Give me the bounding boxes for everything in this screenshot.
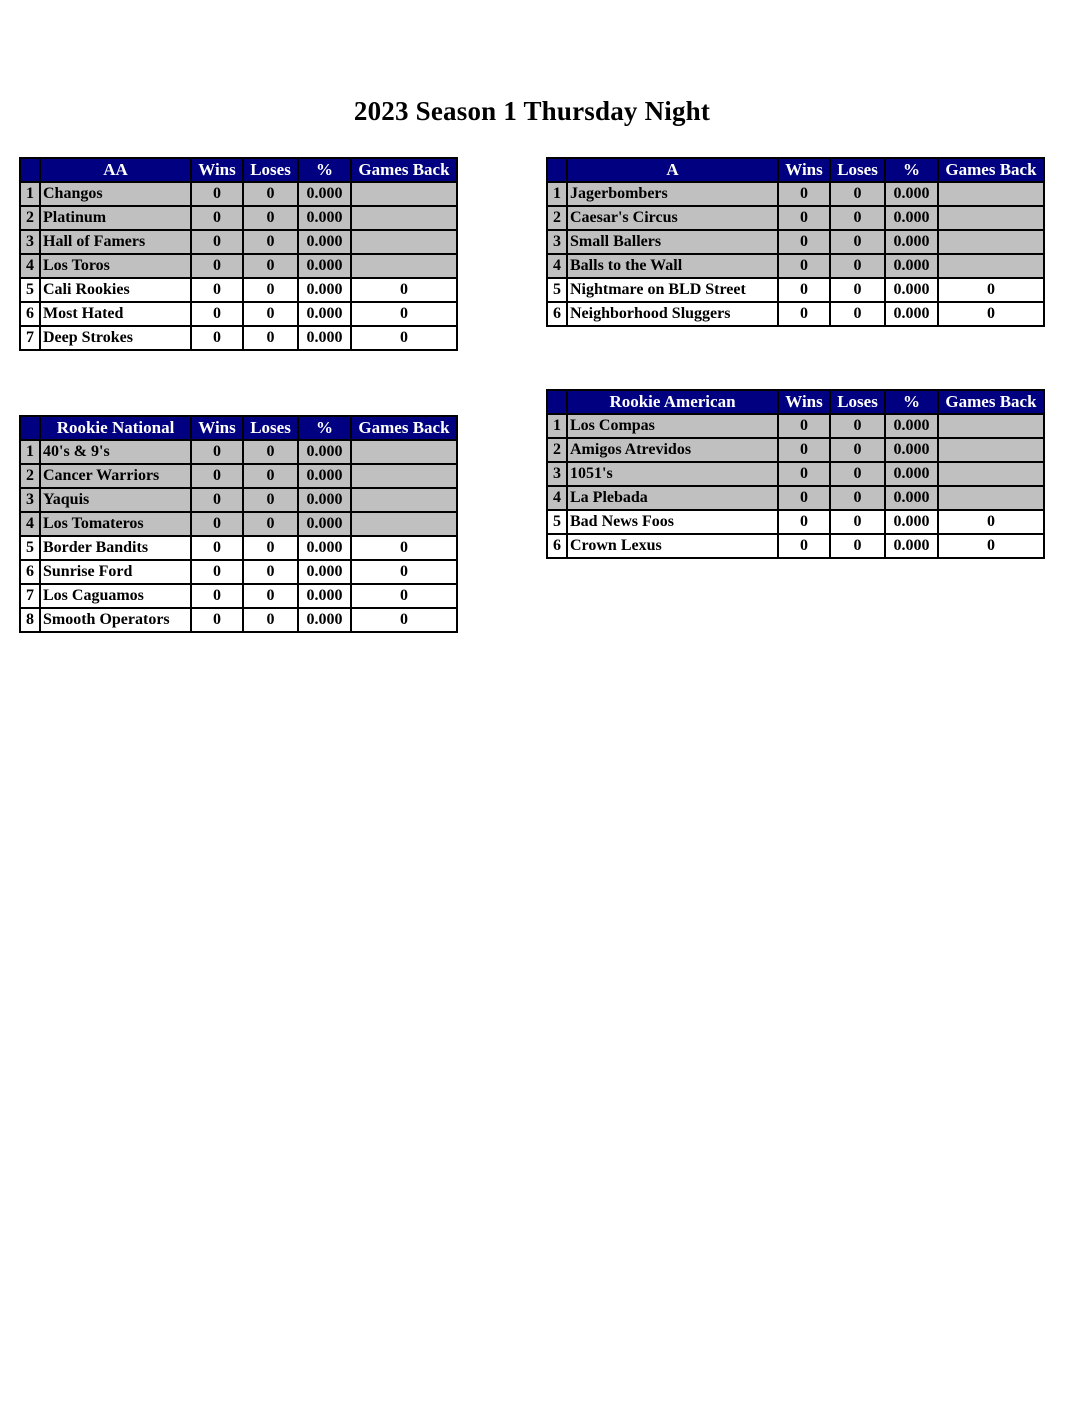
rank-cell: 6 [20,302,40,326]
rank-cell: 1 [20,182,40,206]
loses-cell: 0 [830,462,885,486]
loses-cell: 0 [243,512,298,536]
loses-header: Loses [830,158,885,182]
team-cell: Los Caguamos [40,584,191,608]
rank-cell: 4 [547,486,567,510]
team-cell: La Plebada [567,486,778,510]
team-cell: Hall of Famers [40,230,191,254]
games-back-header: Games Back [938,390,1044,414]
loses-cell: 0 [243,302,298,326]
loses-cell: 0 [243,278,298,302]
pct-header: % [885,158,938,182]
wins-cell: 0 [191,302,243,326]
team-cell: 40's & 9's [40,440,191,464]
page-title: 2023 Season 1 Thursday Night [353,96,711,126]
rank-cell: 2 [20,206,40,230]
games-back-cell [351,182,457,206]
loses-cell: 0 [830,534,885,558]
loses-cell: 0 [243,536,298,560]
rank-cell: 2 [547,438,567,462]
division-name: A [567,158,778,182]
loses-cell: 0 [243,182,298,206]
loses-cell: 0 [830,230,885,254]
pct-header: % [885,390,938,414]
standings-table-aa [19,157,458,351]
wins-cell: 0 [778,438,830,462]
pct-cell: 0.000 [298,488,351,512]
games-back-cell [938,182,1044,206]
loses-cell: 0 [830,510,885,534]
table-row [547,254,1044,278]
team-cell: Neighborhood Sluggers [567,302,778,326]
games-back-cell [938,230,1044,254]
table-row [20,536,457,560]
pct-cell: 0.000 [298,230,351,254]
rank-cell: 6 [20,560,40,584]
rank-cell: 5 [547,278,567,302]
standings-table-rookie-national [19,415,458,633]
wins-cell: 0 [191,278,243,302]
wins-cell: 0 [191,182,243,206]
division-name: Rookie National [40,416,191,440]
games-back-cell [938,438,1044,462]
loses-cell: 0 [243,206,298,230]
loses-cell: 0 [243,230,298,254]
rank-cell: 2 [547,206,567,230]
team-cell: Caesar's Circus [567,206,778,230]
table-row [20,512,457,536]
wins-cell: 0 [778,486,830,510]
loses-cell: 0 [243,560,298,584]
table-header-row [547,390,1044,414]
games-back-header: Games Back [351,416,457,440]
team-cell: Yaquis [40,488,191,512]
pct-cell: 0.000 [298,536,351,560]
wins-cell: 0 [778,254,830,278]
pct-cell: 0.000 [885,182,938,206]
wins-cell: 0 [191,608,243,632]
rank-cell: 4 [547,254,567,278]
team-cell: Nightmare on BLD Street [567,278,778,302]
wins-header: Wins [191,158,243,182]
rank-cell: 7 [20,584,40,608]
rank-cell: 6 [547,302,567,326]
games-back-cell: 0 [938,510,1044,534]
games-back-cell: 0 [938,278,1044,302]
table-header-row [20,416,457,440]
rank-cell: 1 [20,440,40,464]
pct-cell: 0.000 [885,510,938,534]
table-row [547,278,1044,302]
games-back-cell: 0 [938,534,1044,558]
games-back-cell [938,486,1044,510]
table-row [547,438,1044,462]
loses-header: Loses [243,158,298,182]
wins-cell: 0 [191,440,243,464]
games-back-cell: 0 [351,584,457,608]
games-back-cell: 0 [351,608,457,632]
games-back-header: Games Back [351,158,457,182]
wins-cell: 0 [778,278,830,302]
loses-cell: 0 [243,440,298,464]
team-cell: Balls to the Wall [567,254,778,278]
table-row [20,464,457,488]
loses-cell: 0 [830,278,885,302]
table-row [20,560,457,584]
pct-cell: 0.000 [885,462,938,486]
team-cell: Smooth Operators [40,608,191,632]
rank-cell: 5 [20,278,40,302]
loses-cell: 0 [830,254,885,278]
table-row [20,206,457,230]
team-cell: Los Compas [567,414,778,438]
table-row [20,278,457,302]
rank-header [20,158,40,182]
games-back-cell [938,414,1044,438]
pct-cell: 0.000 [885,414,938,438]
loses-header: Loses [243,416,298,440]
loses-cell: 0 [830,486,885,510]
table-row [20,254,457,278]
games-back-cell: 0 [938,302,1044,326]
games-back-cell [938,462,1044,486]
rank-cell: 6 [547,534,567,558]
standings-table-rookie-american [546,389,1045,559]
pct-cell: 0.000 [298,182,351,206]
games-back-cell: 0 [351,536,457,560]
team-cell: Border Bandits [40,536,191,560]
table-row [547,302,1044,326]
wins-cell: 0 [778,534,830,558]
rank-cell: 3 [20,230,40,254]
team-cell: Bad News Foos [567,510,778,534]
wins-cell: 0 [778,230,830,254]
rank-header [547,158,567,182]
rank-cell: 4 [20,254,40,278]
rank-cell: 2 [20,464,40,488]
team-cell: Platinum [40,206,191,230]
games-back-cell [938,206,1044,230]
wins-cell: 0 [778,302,830,326]
division-name: AA [40,158,191,182]
games-back-cell [938,254,1044,278]
rank-cell: 7 [20,326,40,350]
wins-header: Wins [191,416,243,440]
wins-cell: 0 [191,584,243,608]
wins-cell: 0 [778,182,830,206]
games-back-cell: 0 [351,278,457,302]
rank-cell: 5 [20,536,40,560]
wins-cell: 0 [191,488,243,512]
table-row [20,182,457,206]
pct-header: % [298,416,351,440]
team-cell: Cancer Warriors [40,464,191,488]
loses-cell: 0 [830,414,885,438]
wins-cell: 0 [191,512,243,536]
table-row [547,414,1044,438]
games-back-cell [351,488,457,512]
wins-header: Wins [778,390,830,414]
team-cell: Jagerbombers [567,182,778,206]
games-back-cell: 0 [351,560,457,584]
games-back-cell [351,440,457,464]
loses-header: Loses [830,390,885,414]
rank-cell: 3 [547,230,567,254]
table-row [547,206,1044,230]
division-name: Rookie American [567,390,778,414]
team-cell: Small Ballers [567,230,778,254]
rank-cell: 3 [547,462,567,486]
wins-cell: 0 [191,230,243,254]
games-back-header: Games Back [938,158,1044,182]
loses-cell: 0 [243,326,298,350]
pct-cell: 0.000 [298,302,351,326]
pct-header: % [298,158,351,182]
standings-table-a [546,157,1045,327]
loses-cell: 0 [243,254,298,278]
pct-cell: 0.000 [298,440,351,464]
wins-cell: 0 [778,462,830,486]
pct-cell: 0.000 [885,278,938,302]
table-header-row [20,158,457,182]
games-back-cell: 0 [351,302,457,326]
team-cell: Crown Lexus [567,534,778,558]
table-row [20,440,457,464]
table-row [547,486,1044,510]
pct-cell: 0.000 [885,486,938,510]
table-row [547,510,1044,534]
team-cell: Cali Rookies [40,278,191,302]
games-back-cell [351,206,457,230]
pct-cell: 0.000 [298,254,351,278]
wins-cell: 0 [191,326,243,350]
team-cell: Sunrise Ford [40,560,191,584]
loses-cell: 0 [243,464,298,488]
wins-cell: 0 [778,414,830,438]
pct-cell: 0.000 [298,206,351,230]
loses-cell: 0 [243,608,298,632]
table-row [20,608,457,632]
wins-cell: 0 [191,536,243,560]
team-cell: 1051's [567,462,778,486]
table-row [547,462,1044,486]
games-back-cell [351,230,457,254]
wins-cell: 0 [191,206,243,230]
table-row [20,302,457,326]
pct-cell: 0.000 [298,464,351,488]
games-back-cell [351,464,457,488]
loses-cell: 0 [830,182,885,206]
team-cell: Deep Strokes [40,326,191,350]
rank-header [20,416,40,440]
pct-cell: 0.000 [885,230,938,254]
rank-cell: 1 [547,414,567,438]
pct-cell: 0.000 [298,326,351,350]
team-cell: Los Tomateros [40,512,191,536]
games-back-cell: 0 [351,326,457,350]
pct-cell: 0.000 [885,534,938,558]
rank-cell: 8 [20,608,40,632]
table-row [547,182,1044,206]
wins-cell: 0 [191,254,243,278]
team-cell: Los Toros [40,254,191,278]
rank-header [547,390,567,414]
pct-cell: 0.000 [885,206,938,230]
table-row [547,534,1044,558]
table-row [20,326,457,350]
wins-cell: 0 [191,464,243,488]
table-row [20,488,457,512]
rank-cell: 1 [547,182,567,206]
pct-cell: 0.000 [298,608,351,632]
team-cell: Amigos Atrevidos [567,438,778,462]
pct-cell: 0.000 [885,438,938,462]
pct-cell: 0.000 [298,512,351,536]
table-row [20,230,457,254]
loses-cell: 0 [243,488,298,512]
games-back-cell [351,512,457,536]
pct-cell: 0.000 [885,254,938,278]
rank-cell: 4 [20,512,40,536]
wins-header: Wins [778,158,830,182]
games-back-cell [351,254,457,278]
loses-cell: 0 [243,584,298,608]
pct-cell: 0.000 [298,560,351,584]
table-row [547,230,1044,254]
pct-cell: 0.000 [298,278,351,302]
loses-cell: 0 [830,206,885,230]
pct-cell: 0.000 [885,302,938,326]
wins-cell: 0 [778,206,830,230]
rank-cell: 3 [20,488,40,512]
table-row [20,584,457,608]
rank-cell: 5 [547,510,567,534]
team-cell: Changos [40,182,191,206]
loses-cell: 0 [830,438,885,462]
loses-cell: 0 [830,302,885,326]
wins-cell: 0 [778,510,830,534]
team-cell: Most Hated [40,302,191,326]
wins-cell: 0 [191,560,243,584]
pct-cell: 0.000 [298,584,351,608]
table-header-row [547,158,1044,182]
